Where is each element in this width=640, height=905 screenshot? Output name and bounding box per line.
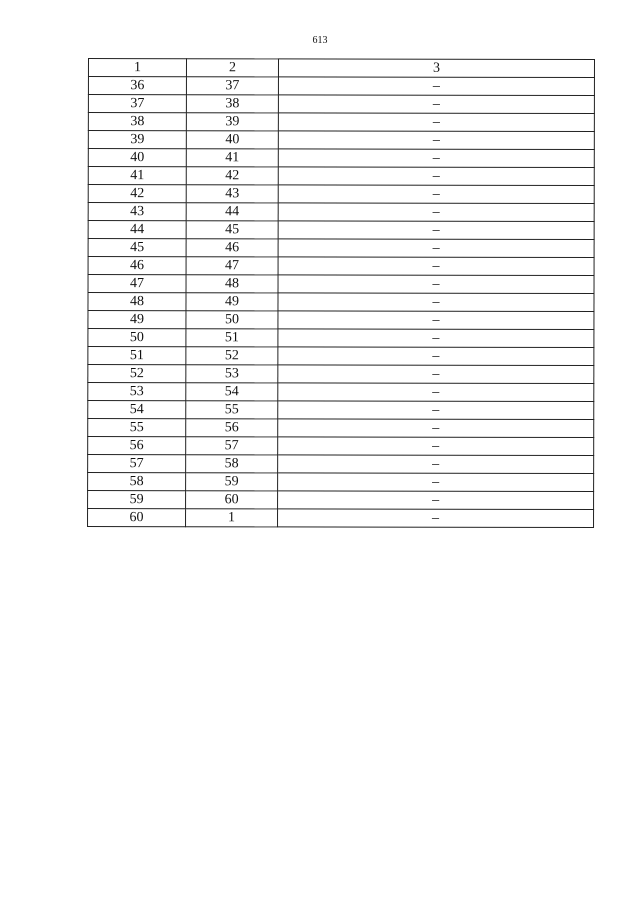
table-cell-col-1: 58: [88, 473, 186, 491]
table-cell-col-3: –: [278, 221, 594, 240]
table-row: [88, 185, 594, 204]
table-cell-col-1: 47: [88, 275, 186, 293]
table-cell-col-1: 42: [88, 185, 186, 203]
table-cell-col-1: 50: [88, 329, 186, 347]
table-row: [88, 401, 594, 420]
table-cell-col-3: –: [278, 383, 594, 402]
table-cell-col-3: –: [278, 401, 594, 420]
table-cell-col-2: 37: [186, 77, 278, 95]
table-cell-col-1: 39: [88, 131, 186, 149]
table-cell-col-2: 1: [186, 509, 278, 527]
table-cell-col-2: 42: [186, 167, 278, 185]
table-cell-col-3: –: [278, 419, 594, 438]
table-cell-col-2: 40: [186, 131, 278, 149]
table-row: [88, 473, 594, 492]
data-table: [87, 58, 595, 528]
table-cell-col-3: –: [278, 239, 594, 258]
table-cell-col-1: 59: [88, 491, 186, 509]
table-cell-col-2: 51: [186, 329, 278, 347]
table-row: [88, 365, 594, 384]
table-cell-col-3: –: [278, 473, 594, 492]
page-number: 613: [312, 35, 328, 46]
table-cell-col-1: 53: [88, 383, 186, 401]
table-cell-col-3: –: [278, 437, 594, 456]
table-cell-col-2: 43: [186, 185, 278, 203]
table-cell-col-3: –: [278, 185, 594, 204]
table-cell-col-3: –: [278, 113, 594, 132]
table-row: [88, 383, 594, 402]
table-cell-col-3: –: [278, 293, 594, 312]
table-cell-col-1: 41: [88, 167, 186, 185]
column-header-3: 3: [278, 59, 594, 78]
table-cell-col-2: 39: [186, 113, 278, 131]
table-cell-col-1: 36: [88, 77, 186, 95]
table-cell-col-1: 60: [88, 509, 186, 527]
table-row: [88, 149, 594, 168]
table-row: [88, 437, 594, 456]
table-cell-col-3: –: [278, 77, 594, 96]
table-row: [88, 131, 594, 150]
table-cell-col-2: 55: [186, 401, 278, 419]
table-cell-col-3: –: [278, 149, 594, 168]
table-cell-col-2: 47: [186, 257, 278, 275]
table-row: [88, 329, 594, 348]
table-row: [88, 509, 594, 528]
table-cell-col-1: 45: [88, 239, 186, 257]
table-cell-col-3: –: [278, 365, 594, 384]
table-header-row: [88, 59, 594, 78]
table-row: [88, 455, 594, 474]
table-cell-col-3: –: [278, 329, 594, 348]
table-cell-col-2: 48: [186, 275, 278, 293]
table-cell-col-2: 56: [186, 419, 278, 437]
table-cell-col-1: 54: [88, 401, 186, 419]
table-cell-col-1: 37: [88, 95, 186, 113]
table-cell-col-3: –: [278, 509, 594, 528]
table-row: [88, 167, 594, 186]
table-cell-col-2: 53: [186, 365, 278, 383]
table-row: [88, 257, 594, 276]
table-row: [88, 275, 594, 294]
table-row: [88, 221, 594, 240]
table-row: [88, 311, 594, 330]
table-cell-col-1: 56: [88, 437, 186, 455]
table-cell-col-2: 46: [186, 239, 278, 257]
table-cell-col-2: 38: [186, 95, 278, 113]
table-cell-col-3: –: [278, 131, 594, 150]
table-cell-col-1: 57: [88, 455, 186, 473]
table-cell-col-2: 54: [186, 383, 278, 401]
table-row: [88, 113, 594, 132]
table-cell-col-2: 57: [186, 437, 278, 455]
table-row: [88, 347, 594, 366]
table-row: [88, 77, 594, 96]
table-cell-col-3: –: [278, 95, 594, 114]
column-header-2: 2: [186, 59, 278, 77]
table-cell-col-2: 49: [186, 293, 278, 311]
table-cell-col-2: 41: [186, 149, 278, 167]
table-row: [88, 95, 594, 114]
table-cell-col-3: –: [278, 203, 594, 222]
table-cell-col-1: 40: [88, 149, 186, 167]
table-cell-col-3: –: [278, 311, 594, 330]
table-row: [88, 491, 594, 510]
table-cell-col-1: 38: [88, 113, 186, 131]
table-cell-col-1: 52: [88, 365, 186, 383]
table-cell-col-1: 48: [88, 293, 186, 311]
table-cell-col-2: 44: [186, 203, 278, 221]
table-cell-col-3: –: [278, 491, 594, 510]
table-cell-col-2: 60: [186, 491, 278, 509]
table-cell-col-1: 49: [88, 311, 186, 329]
table-cell-col-1: 46: [88, 257, 186, 275]
table-cell-col-3: –: [278, 455, 594, 474]
table-row: [88, 203, 594, 222]
table-row: [88, 239, 594, 258]
table-cell-col-3: –: [278, 347, 594, 366]
table-cell-col-2: 45: [186, 221, 278, 239]
table-row: [88, 293, 594, 312]
table-row: [88, 419, 594, 438]
table-cell-col-1: 43: [88, 203, 186, 221]
table-cell-col-2: 52: [186, 347, 278, 365]
table-cell-col-1: 51: [88, 347, 186, 365]
table-body: [88, 77, 595, 528]
table-cell-col-3: –: [278, 257, 594, 276]
table-cell-col-2: 59: [186, 473, 278, 491]
table-cell-col-3: –: [278, 167, 594, 186]
table-cell-col-2: 58: [186, 455, 278, 473]
table-cell-col-3: –: [278, 275, 594, 294]
table-cell-col-2: 50: [186, 311, 278, 329]
table-cell-col-1: 55: [88, 419, 186, 437]
column-header-1: 1: [88, 59, 186, 77]
table-cell-col-1: 44: [88, 221, 186, 239]
